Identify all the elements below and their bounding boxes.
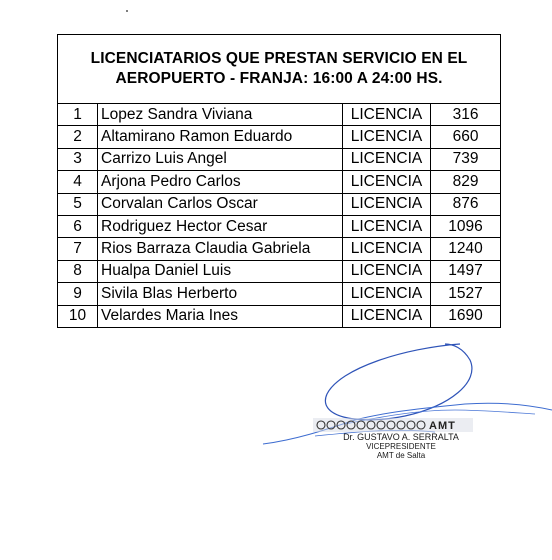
signature-block bbox=[255, 340, 552, 480]
row-number: 6 bbox=[58, 215, 98, 237]
license-type: LICENCIA bbox=[343, 171, 431, 193]
table-row bbox=[58, 126, 501, 148]
license-number: 316 bbox=[431, 104, 501, 126]
table-row bbox=[58, 193, 501, 215]
row-number: 3 bbox=[58, 148, 98, 170]
table-row bbox=[58, 260, 501, 282]
licensee-name: Corvalan Carlos Oscar bbox=[98, 193, 343, 215]
signatory-role: VICEPRESIDENTE bbox=[366, 442, 436, 451]
licensee-name: Rios Barraza Claudia Gabriela bbox=[98, 238, 343, 260]
row-number: 7 bbox=[58, 238, 98, 260]
table-row bbox=[58, 238, 501, 260]
stamp-text bbox=[321, 432, 481, 460]
table-row bbox=[58, 215, 501, 237]
licensee-name: Altamirano Ramon Eduardo bbox=[98, 126, 343, 148]
document-title: LICENCIATARIOS QUE PRESTAN SERVICIO EN EL AEROPUERTO - FRANJA: 16:00 A 24:00 HS. bbox=[58, 35, 501, 104]
license-number: 660 bbox=[431, 126, 501, 148]
svg-text:AMT: AMT bbox=[429, 420, 456, 432]
license-number: 1527 bbox=[431, 283, 501, 305]
row-number: 2 bbox=[58, 126, 98, 148]
license-type: LICENCIA bbox=[343, 238, 431, 260]
license-number: 1497 bbox=[431, 260, 501, 282]
table-row bbox=[58, 305, 501, 327]
license-type: LICENCIA bbox=[343, 104, 431, 126]
license-type: LICENCIA bbox=[343, 193, 431, 215]
table-row bbox=[58, 283, 501, 305]
license-type: LICENCIA bbox=[343, 148, 431, 170]
row-number: 9 bbox=[58, 283, 98, 305]
licensee-name: Velardes Maria Ines bbox=[98, 305, 343, 327]
license-number: 1240 bbox=[431, 238, 501, 260]
licensee-name: Carrizo Luis Angel bbox=[98, 148, 343, 170]
license-number: 739 bbox=[431, 148, 501, 170]
license-type: LICENCIA bbox=[343, 283, 431, 305]
row-number: 5 bbox=[58, 193, 98, 215]
row-number: 4 bbox=[58, 171, 98, 193]
table-row bbox=[58, 148, 501, 170]
license-number: 1096 bbox=[431, 215, 501, 237]
table-row bbox=[58, 104, 501, 126]
row-number: 10 bbox=[58, 305, 98, 327]
license-type: LICENCIA bbox=[343, 215, 431, 237]
signatory-name: Dr. GUSTAVO A. SERRALTA bbox=[343, 432, 459, 442]
licensee-name: Rodriguez Hector Cesar bbox=[98, 215, 343, 237]
row-number: 1 bbox=[58, 104, 98, 126]
row-number: 8 bbox=[58, 260, 98, 282]
license-type: LICENCIA bbox=[343, 305, 431, 327]
scan-speck bbox=[126, 10, 128, 12]
licensee-name: Arjona Pedro Carlos bbox=[98, 171, 343, 193]
license-type: LICENCIA bbox=[343, 260, 431, 282]
licensee-name: Lopez Sandra Viviana bbox=[98, 104, 343, 126]
license-number: 829 bbox=[431, 171, 501, 193]
license-type: LICENCIA bbox=[343, 126, 431, 148]
license-number: 876 bbox=[431, 193, 501, 215]
license-number: 1690 bbox=[431, 305, 501, 327]
table-row bbox=[58, 171, 501, 193]
licensees-table bbox=[57, 34, 501, 328]
signatory-organization: AMT de Salta bbox=[376, 451, 426, 460]
licensee-name: Sivila Blas Herberto bbox=[98, 283, 343, 305]
title-row bbox=[58, 35, 501, 104]
licensee-name: Hualpa Daniel Luis bbox=[98, 260, 343, 282]
